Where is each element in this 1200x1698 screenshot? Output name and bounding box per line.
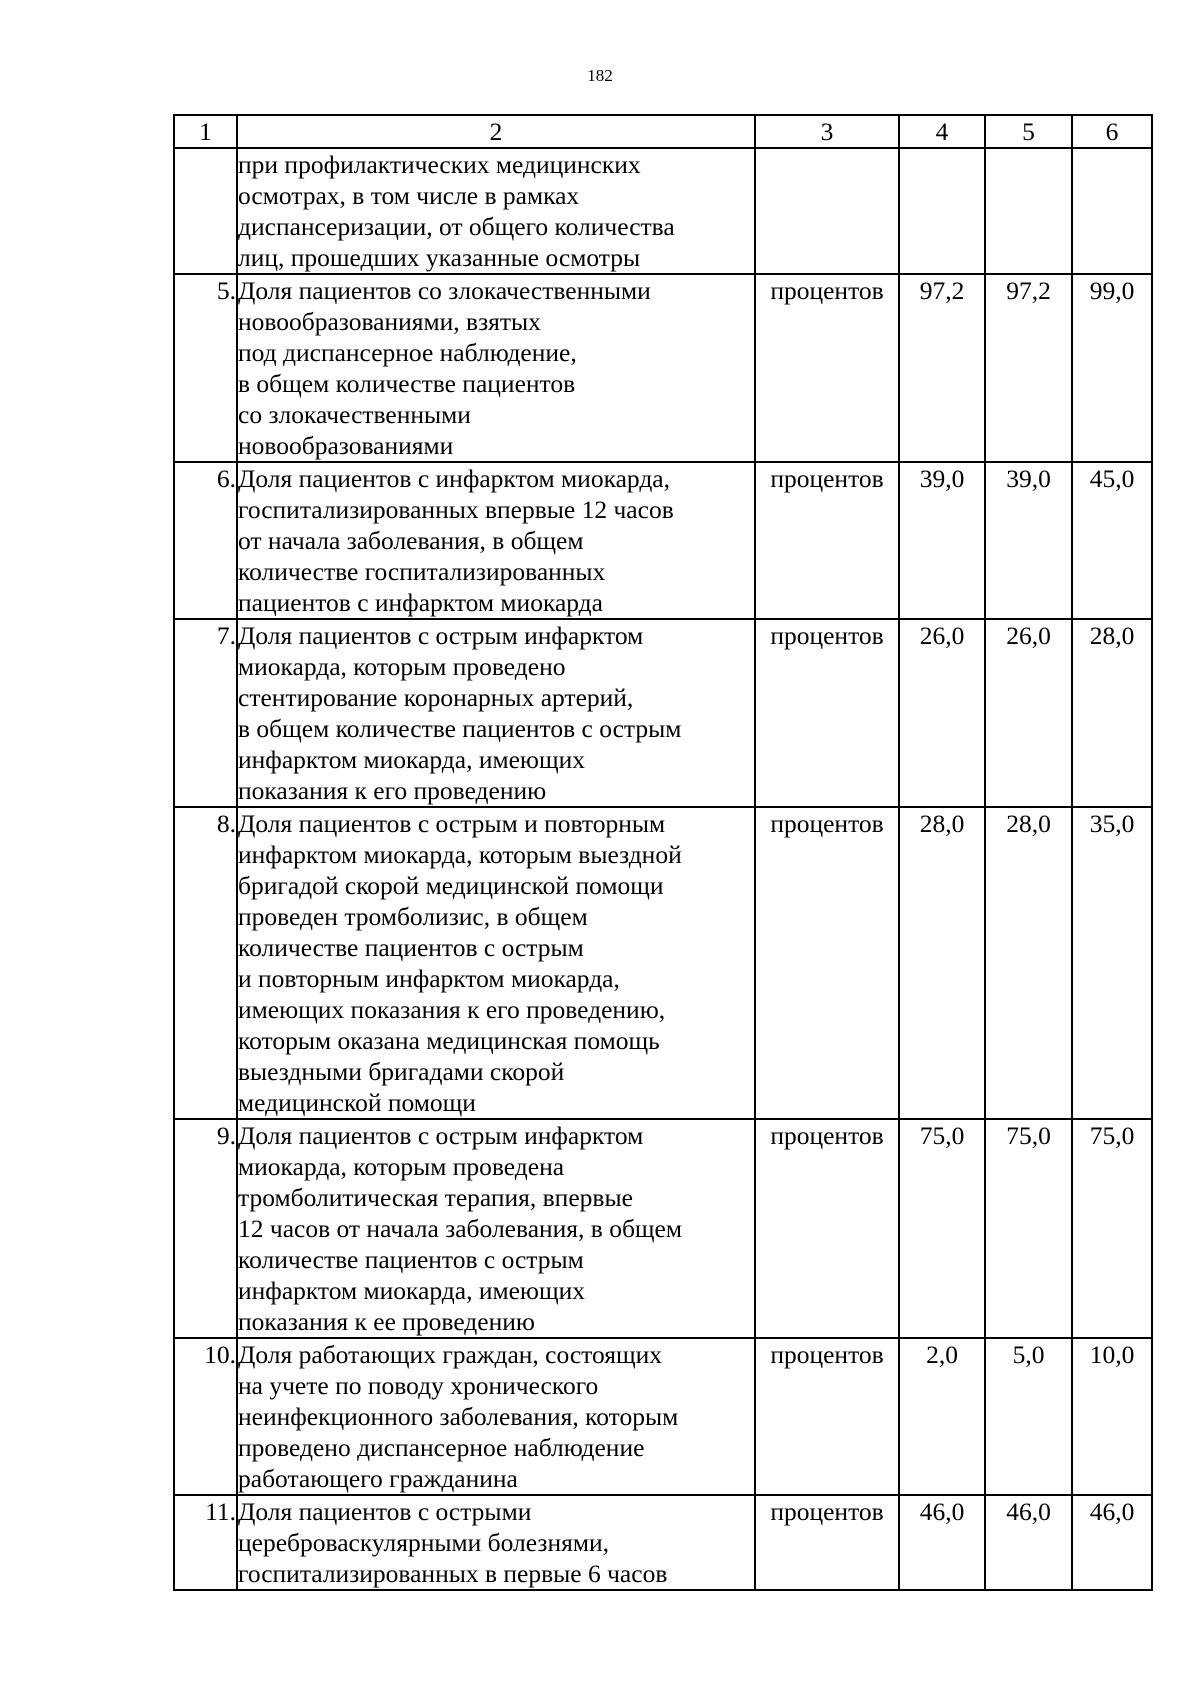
value-cell-col6: 99,0 — [1072, 274, 1152, 462]
value-cell-col4: 26,0 — [899, 619, 985, 807]
indicators-table — [173, 114, 1153, 1591]
value-cell-col6: 46,0 — [1072, 1495, 1152, 1590]
column-header: 6 — [1072, 115, 1152, 148]
row-number-cell: 6. — [174, 462, 237, 619]
value-cell-col5: 5,0 — [985, 1338, 1072, 1495]
value-cell-col4 — [899, 148, 985, 274]
value-cell-col4: 46,0 — [899, 1495, 985, 1590]
column-header: 2 — [237, 115, 755, 148]
table-row — [174, 1119, 1152, 1338]
value-cell-col4: 2,0 — [899, 1338, 985, 1495]
value-cell-col6: 10,0 — [1072, 1338, 1152, 1495]
row-number-cell: 10. — [174, 1338, 237, 1495]
table-row — [174, 807, 1152, 1119]
table-row — [174, 1338, 1152, 1495]
row-number-cell: 5. — [174, 274, 237, 462]
indicator-name-cell: Доля пациентов с острым и повторным инфарктом миокарда, которым выездной бригадой скорой медицинской помощи проведен тромболизис, в общем количестве пациентов с острым и повторным инфарктом миокарда, имеющих показания к его проведению, которым оказана медицинская помощь выездными бригадами скорой медицинской помощи — [237, 807, 755, 1119]
unit-cell: процентов — [755, 462, 899, 619]
table-row — [174, 619, 1152, 807]
value-cell-col4: 97,2 — [899, 274, 985, 462]
indicator-name-cell: Доля пациентов с острым инфарктом миокарда, которым проведена тромболитическая терапия, впервые 12 часов от начала заболевания, в общем количестве пациентов с острым инфарктом миокарда, имеющих показания к ее проведению — [237, 1119, 755, 1338]
row-number-cell: 7. — [174, 619, 237, 807]
row-number-cell: 9. — [174, 1119, 237, 1338]
value-cell-col5: 39,0 — [985, 462, 1072, 619]
value-cell-col5: 75,0 — [985, 1119, 1072, 1338]
unit-cell: процентов — [755, 1119, 899, 1338]
indicator-name-cell: Доля пациентов с инфарктом миокарда, госпитализированных впервые 12 часов от начала заболевания, в общем количестве госпитализированных пациентов с инфарктом миокарда — [237, 462, 755, 619]
value-cell-col5: 97,2 — [985, 274, 1072, 462]
table-row — [174, 1495, 1152, 1590]
row-number-cell: 8. — [174, 807, 237, 1119]
table-row — [174, 274, 1152, 462]
value-cell-col6 — [1072, 148, 1152, 274]
table-row — [174, 462, 1152, 619]
unit-cell: процентов — [755, 274, 899, 462]
column-header: 1 — [174, 115, 237, 148]
value-cell-col6: 45,0 — [1072, 462, 1152, 619]
value-cell-col5 — [985, 148, 1072, 274]
indicator-name-cell: при профилактических медицинских осмотрах, в том числе в рамках диспансеризации, от общего количества лиц, прошедших указанные осмотры — [237, 148, 755, 274]
row-number-cell: 11. — [174, 1495, 237, 1590]
unit-cell: процентов — [755, 1338, 899, 1495]
page-number: 182 — [587, 66, 613, 85]
table-row — [174, 148, 1152, 274]
unit-cell: процентов — [755, 807, 899, 1119]
header-row — [174, 115, 1152, 148]
indicator-name-cell: Доля пациентов со злокачественными новообразованиями, взятых под диспансерное наблюдение, в общем количестве пациентов со злокачественными новообразованиями — [237, 274, 755, 462]
indicator-name-cell: Доля пациентов с острыми цереброваскулярными болезнями, госпитализированных в первые 6 часов — [237, 1495, 755, 1590]
column-header: 3 — [755, 115, 899, 148]
value-cell-col6: 75,0 — [1072, 1119, 1152, 1338]
column-header: 5 — [985, 115, 1072, 148]
indicator-name-cell: Доля пациентов с острым инфарктом миокарда, которым проведено стентирование коронарных артерий, в общем количестве пациентов с острым инфарктом миокарда, имеющих показания к его проведению — [237, 619, 755, 807]
value-cell-col4: 28,0 — [899, 807, 985, 1119]
row-number-cell — [174, 148, 237, 274]
column-header: 4 — [899, 115, 985, 148]
value-cell-col5: 46,0 — [985, 1495, 1072, 1590]
value-cell-col5: 28,0 — [985, 807, 1072, 1119]
value-cell-col5: 26,0 — [985, 619, 1072, 807]
indicator-name-cell: Доля работающих граждан, состоящих на учете по поводу хронического неинфекционного заболевания, которым проведено диспансерное наблюдение работающего гражданина — [237, 1338, 755, 1495]
unit-cell — [755, 148, 899, 274]
unit-cell: процентов — [755, 1495, 899, 1590]
value-cell-col4: 39,0 — [899, 462, 985, 619]
value-cell-col6: 35,0 — [1072, 807, 1152, 1119]
value-cell-col4: 75,0 — [899, 1119, 985, 1338]
unit-cell: процентов — [755, 619, 899, 807]
value-cell-col6: 28,0 — [1072, 619, 1152, 807]
